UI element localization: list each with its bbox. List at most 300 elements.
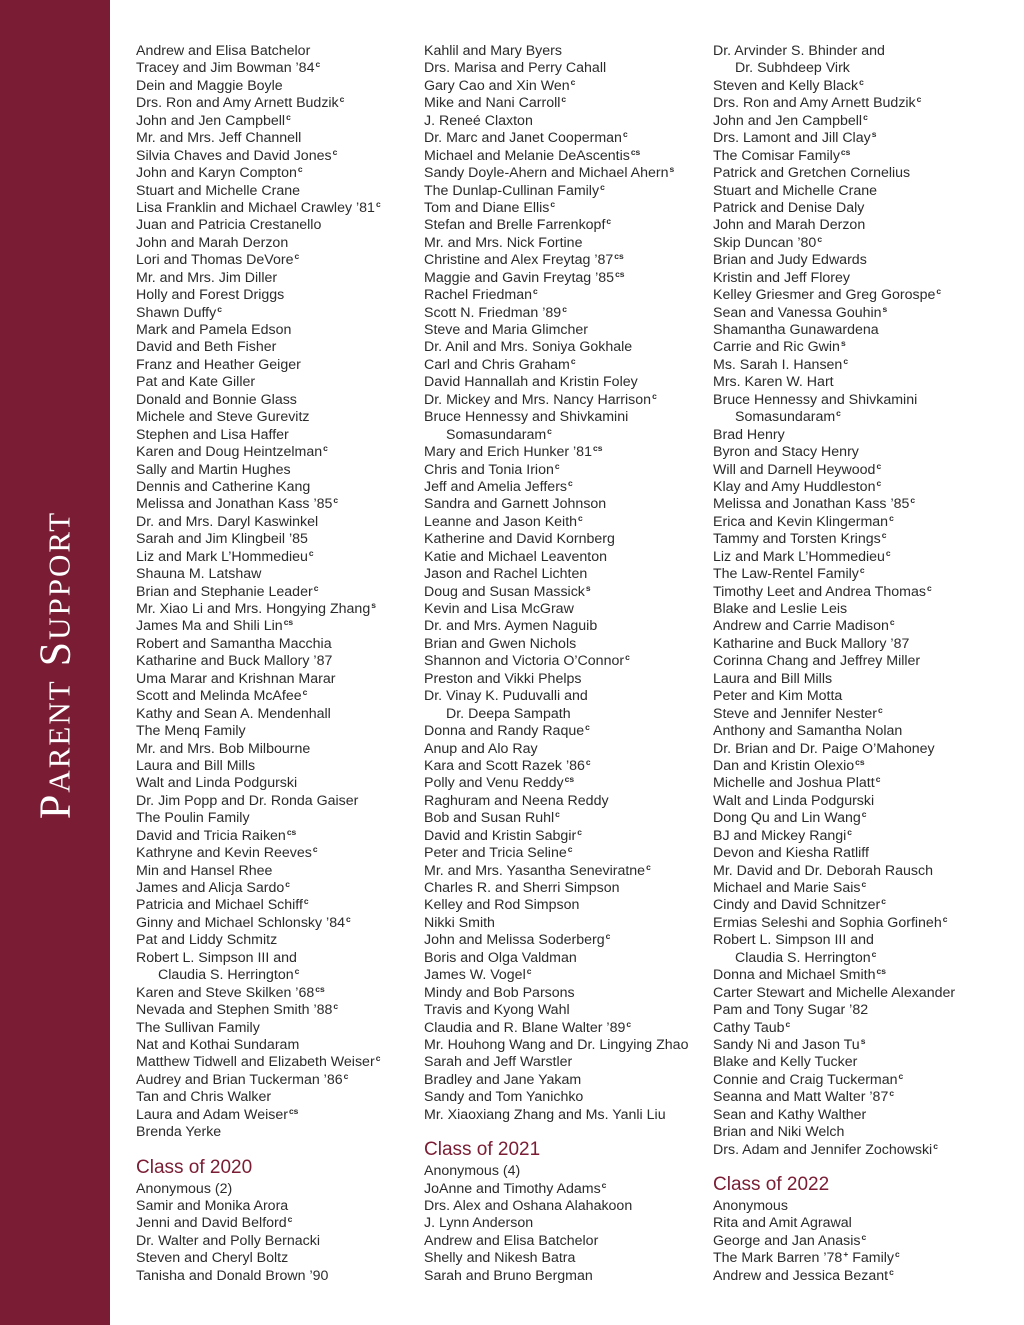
donor-name: Walt and Linda Podgurski: [713, 792, 875, 809]
donor-name: The Law-Rentel Family: [713, 566, 859, 583]
donor-name: Bruce Hennessy and Shivkamini: [424, 409, 629, 426]
giving-marker: c: [562, 303, 567, 314]
donor-entry: [424, 444, 688, 461]
donor-name: Tracey and Jim Bowman ’84: [136, 60, 315, 77]
donor-name: Dr. Walter and Polly Bernacki: [136, 1232, 320, 1249]
donor-name: Mr. Houhong Wang and Dr. Lingying Zhao: [424, 1036, 689, 1053]
donor-entry: [136, 723, 381, 740]
giving-marker: c: [287, 1214, 293, 1225]
donor-name: Sarah and Jim Klingbeil ’85: [136, 531, 308, 548]
donor-entry: [713, 1198, 955, 1215]
donor-name: Ms. Sarah I. Hansen: [713, 356, 843, 373]
donor-name: Lisa Franklin and Michael Crawley ’81: [136, 199, 375, 216]
donor-name: Brian and Niki Welch: [713, 1124, 845, 1141]
donor-entry: [424, 897, 688, 914]
donor-entry: [424, 217, 688, 234]
donor-entry: [424, 985, 688, 1002]
donor-entry: [424, 183, 688, 200]
donor-name: Dr. Subhdeep Virk: [735, 60, 850, 77]
donor-name: Kara and Scott Razek ’86: [424, 757, 585, 774]
donor-name: Peter and Tricia Seline: [424, 845, 567, 862]
giving-marker: c: [895, 1249, 900, 1260]
donor-entry: [713, 1072, 955, 1089]
giving-marker: c: [889, 512, 894, 523]
donor-name: Carrie and Ric Gwin: [713, 339, 840, 356]
donor-name: Holly and Forest Driggs: [136, 287, 285, 304]
giving-marker: c: [859, 76, 864, 87]
donor-name: Jenni and David Belford: [136, 1215, 287, 1232]
donor-entry: [136, 1215, 381, 1232]
donor-name: Dein and Maggie Boyle: [136, 77, 283, 94]
donor-name: Michael and Melanie DeAscentis: [424, 147, 630, 164]
giving-marker: c: [876, 477, 882, 488]
donor-entry: [424, 967, 688, 984]
donor-name: Mary and Erich Hunker ’81: [424, 444, 592, 461]
donor-entry: [136, 392, 381, 409]
donor-name: Laura and Bill Mills: [713, 670, 833, 687]
donor-name: Uma Marar and Krishnan Marar: [136, 670, 336, 687]
giving-marker: c: [843, 355, 849, 366]
donor-name: Katharine and Buck Mallory ’87: [136, 653, 333, 670]
donor-name: John and Marah Derzon: [713, 217, 866, 234]
donor-entry: [136, 531, 381, 548]
donor-name: Pat and Liddy Schmitz: [136, 932, 278, 949]
donor-entry: [136, 1233, 381, 1250]
donor-name: Somasundaram: [735, 409, 836, 426]
donor-entry: [136, 409, 381, 426]
donor-name: Carl and Chris Graham: [424, 356, 570, 373]
donor-entry: [713, 1002, 955, 1019]
donor-entry: [424, 60, 688, 77]
giving-marker: c: [898, 1070, 904, 1081]
giving-marker: c: [863, 111, 868, 122]
donor-name: Mike and Nani Carroll: [424, 95, 561, 112]
donor-name: Anthony and Samantha Nolan: [713, 723, 903, 740]
donor-entry: [424, 549, 688, 566]
donor-entry: [136, 775, 381, 792]
donor-name: John and Jen Campbell: [136, 112, 286, 129]
donor-name: Katherine and David Kornberg: [424, 531, 615, 548]
donor-name: Drs. Adam and Jennifer Zochowski: [713, 1141, 933, 1158]
donor-name: Mrs. Karen W. Hart: [713, 374, 834, 391]
donor-entry: [136, 1002, 381, 1019]
donor-name: Polly and Venu Reddy: [424, 775, 564, 792]
donor-name: Dr. Anil and Mrs. Soniya Gokhale: [424, 339, 633, 356]
donor-name: Steven and Kelly Black: [713, 77, 859, 94]
donor-entry: [713, 741, 955, 758]
donor-entry: [136, 217, 381, 234]
donor-name-suffix: Family: [848, 1250, 895, 1267]
giving-marker: c: [323, 443, 328, 454]
giving-marker: c: [375, 198, 381, 209]
donor-entry: [713, 758, 955, 775]
donor-name: Brad Henry: [713, 426, 785, 443]
donor-entry: [424, 653, 688, 670]
donor-name: Mr. Xiao Li and Mrs. Hongying Zhang: [136, 601, 371, 617]
donor-name: Sally and Martin Hughes: [136, 461, 291, 478]
donor-name: Karen and Steve Skilken ’68: [136, 984, 315, 1001]
donor-name: Mr. and Mrs. Bob Milbourne: [136, 740, 311, 757]
donor-entry: [713, 845, 955, 862]
donor-entry: [713, 828, 955, 845]
giving-marker: cs: [876, 966, 886, 977]
donor-entry: [136, 1107, 381, 1124]
donor-entry: [136, 200, 381, 217]
donor-name: The Sullivan Family: [136, 1019, 260, 1036]
donor-entry: [424, 165, 688, 182]
donor-name: Bradley and Jane Yakam: [424, 1071, 582, 1088]
donor-name: Charles R. and Sherri Simpson: [424, 880, 620, 896]
giving-marker: c: [871, 948, 877, 959]
giving-marker: c: [889, 617, 895, 628]
donor-entry: [713, 427, 955, 444]
donor-entry: [136, 932, 381, 949]
donor-entry: [136, 43, 381, 60]
donor-entry: [713, 549, 955, 566]
donor-name: JoAnne and Timothy Adams: [424, 1180, 601, 1197]
donor-name: J. Reneé Claxton: [424, 112, 533, 129]
donor-entry: [136, 897, 381, 914]
donor-name: Drs. Alex and Oshana Alahakoon: [424, 1198, 633, 1214]
donor-entry: [424, 863, 688, 880]
giving-marker: c: [568, 477, 573, 488]
giving-marker: c: [332, 146, 338, 157]
donor-entry: [424, 479, 688, 496]
donor-name: Mr. and Mrs. Jeff Channell: [136, 130, 302, 147]
giving-marker: c: [933, 1140, 938, 1151]
donor-entry: [713, 113, 955, 130]
donor-entry: [424, 235, 688, 252]
donor-entry: [136, 165, 381, 182]
page-title: Parent Support: [30, 510, 80, 820]
giving-marker: c: [375, 1053, 381, 1064]
giving-marker: c: [605, 931, 611, 942]
donor-name: Klay and Amy Huddleston: [713, 478, 876, 495]
donor-entry: [713, 287, 955, 304]
donor-entry: [136, 1020, 381, 1037]
giving-marker: c: [217, 303, 222, 314]
donor-name: Dennis and Catherine Kang: [136, 478, 311, 495]
donor-name: Blake and Kelly Tucker: [713, 1054, 858, 1071]
donor-entry: [713, 514, 955, 531]
donor-name: David and Beth Fisher: [136, 339, 277, 356]
donor-name: Anonymous: [713, 1198, 788, 1214]
donor-entry: [713, 200, 955, 217]
donor-entry: [713, 130, 955, 147]
donor-name: Dr. Jim Popp and Dr. Ronda Gaiser: [136, 792, 359, 809]
donor-entry: [424, 636, 688, 653]
donor-entry: [713, 897, 955, 914]
donor-entry: [424, 828, 688, 845]
donor-entry: [424, 130, 688, 147]
donor-name: Christine and Alex Freytag ’87: [424, 252, 614, 269]
donor-name: Mr. and Mrs. Yasantha Seneviratne: [424, 862, 646, 879]
donor-entry: [424, 688, 688, 705]
donor-entry: [136, 514, 381, 531]
donor-entry: [713, 496, 955, 513]
donor-name: Sarah and Bruno Bergman: [424, 1267, 593, 1284]
donor-name: Rachel Friedman: [424, 287, 533, 304]
donor-entry: [713, 1089, 955, 1106]
giving-marker: c: [303, 896, 309, 907]
donor-name: Dr. and Mrs. Aymen Naguib: [424, 618, 598, 635]
donor-name: Laura and Bill Mills: [136, 757, 256, 774]
donor-name: Scott and Melinda McAfee: [136, 688, 302, 705]
donor-entry: [136, 1124, 381, 1141]
donor-entry: [713, 444, 955, 461]
donor-entry: [424, 1054, 688, 1071]
donor-name: Robert and Samantha Macchia: [136, 635, 332, 652]
donor-name: Boris and Olga Valdman: [424, 949, 577, 966]
donor-entry: [424, 1037, 688, 1054]
donor-entry: [713, 1250, 955, 1267]
giving-marker: c: [625, 652, 630, 663]
donor-entry: [136, 758, 381, 775]
donor-entry: [136, 427, 381, 444]
donor-entry: [136, 444, 381, 461]
giving-marker: c: [652, 390, 657, 401]
donor-name: Jason and Rachel Lichten: [424, 566, 588, 583]
donor-name: John and Marah Derzon: [136, 234, 289, 251]
donor-name: Andrew and Elisa Batchelor: [136, 43, 311, 59]
donor-name: John and Karyn Compton: [136, 165, 297, 182]
donor-entry: [136, 270, 381, 287]
donor-name: Juan and Patricia Crestanello: [136, 217, 322, 234]
donor-entry: [713, 252, 955, 269]
donor-entry: [424, 566, 688, 583]
donor-entry: [136, 148, 381, 165]
donor-entry: [424, 339, 688, 356]
donor-name: Dr. Mickey and Mrs. Nancy Harrison: [424, 391, 652, 408]
donor-entry: [136, 95, 381, 112]
giving-marker: c: [606, 216, 612, 227]
donor-entry: [136, 915, 381, 932]
donor-entry: [136, 462, 381, 479]
donor-name: Mr. Xiaoxiang Zhang and Ms. Yanli Liu: [424, 1106, 666, 1123]
donor-name: Liz and Mark L’Hommedieu: [136, 548, 308, 565]
donor-name: Melissa and Jonathan Kass ’85: [136, 496, 333, 513]
donor-entry: [424, 723, 688, 740]
donor-name: Kahlil and Mary Byers: [424, 43, 562, 59]
donor-entry: [136, 584, 381, 601]
donor-entry: [713, 618, 955, 635]
donor-name: Stuart and Michelle Crane: [713, 182, 878, 199]
donor-entry: [713, 1124, 955, 1141]
donor-entry: [713, 165, 955, 182]
donor-name: Stefan and Brelle Farrenkopf: [424, 217, 606, 234]
donor-entry: [136, 60, 381, 77]
donor-name: Raghuram and Neena Reddy: [424, 792, 609, 809]
donor-entry: [713, 706, 955, 723]
donor-name: The Menq Family: [136, 723, 246, 740]
donor-name: Walt and Linda Podgurski: [136, 775, 298, 792]
donor-name: Anonymous (4): [424, 1163, 521, 1180]
giving-marker: cs: [564, 774, 575, 785]
donor-name: Min and Hansel Rhee: [136, 862, 273, 879]
donor-column-2: [424, 43, 688, 1285]
donor-name: Matthew Tidwell and Elizabeth Weiser: [136, 1054, 375, 1071]
class-heading: Class of 2022: [713, 1174, 830, 1195]
donor-name: Gary Cao and Xin Wen: [424, 77, 570, 94]
donor-name: Stuart and Michelle Crane: [136, 182, 301, 199]
giving-marker: c: [302, 687, 308, 698]
donor-entry: [136, 706, 381, 723]
donor-name: Patrick and Denise Daly: [713, 199, 865, 216]
giving-marker: c: [294, 966, 300, 977]
donor-entry: [713, 60, 955, 77]
giving-marker: c: [861, 809, 867, 820]
donor-name: Andrew and Jessica Bezant: [713, 1267, 889, 1284]
giving-marker: c: [567, 844, 573, 855]
donor-name: Katharine and Buck Mallory ’87: [713, 635, 910, 652]
donor-name: Donna and Michael Smith: [713, 967, 876, 984]
giving-marker: c: [926, 582, 932, 593]
donor-entry: [713, 723, 955, 740]
donor-entry: [424, 706, 688, 723]
donor-entry: [136, 671, 381, 688]
donor-name: Mr. and Mrs. Nick Fortine: [424, 234, 583, 251]
giving-marker: c: [297, 164, 303, 175]
donor-entry: [713, 217, 955, 234]
donor-entry: [713, 1037, 955, 1054]
donor-entry: [136, 1054, 381, 1071]
donor-entry: [424, 1089, 688, 1106]
donor-entry: [713, 1107, 955, 1124]
donor-name: David and Tricia Raiken: [136, 827, 286, 844]
donor-entry: [136, 322, 381, 339]
donor-name: James and Alicja Sardo: [136, 880, 285, 896]
donor-name: Shawn Duffy: [136, 304, 217, 321]
donor-name: Pat and Kate Giller: [136, 374, 256, 391]
donor-name: Preston and Vikki Phelps: [424, 670, 582, 687]
donor-entry: [424, 741, 688, 758]
donor-entry: [136, 1089, 381, 1106]
donor-entry: [136, 863, 381, 880]
donor-entry: [713, 479, 955, 496]
donor-name: Sean and Kathy Walther: [713, 1106, 867, 1123]
donor-name: Stephen and Lisa Haffer: [136, 426, 289, 443]
donor-name: Kelley and Rod Simpson: [424, 897, 580, 914]
donor-name: Sean and Vanessa Gouhin: [713, 304, 882, 321]
donor-entry: [713, 653, 955, 670]
donor-entry: [713, 688, 955, 705]
donor-entry: [136, 741, 381, 758]
donor-name: John and Jen Campbell: [713, 112, 863, 129]
donor-entry: [713, 775, 955, 792]
giving-marker: c: [601, 1179, 607, 1190]
donor-entry: [136, 810, 381, 827]
donor-name: Brian and Judy Edwards: [713, 252, 867, 269]
giving-marker: cs: [288, 1105, 299, 1116]
giving-marker: c: [312, 844, 318, 855]
donor-entry: [424, 584, 688, 601]
donor-name: Cindy and David Schnitzer: [713, 897, 881, 914]
donor-entry: [713, 339, 955, 356]
donor-entry: [136, 130, 381, 147]
giving-marker: c: [343, 1070, 349, 1081]
giving-marker: cs: [286, 826, 297, 837]
donor-name: The Dunlap-Cullinan Family: [424, 182, 600, 199]
donor-entry: [713, 78, 955, 95]
donor-entry: [136, 339, 381, 356]
donor-entry: [136, 636, 381, 653]
donor-name: Anonymous (2): [136, 1180, 233, 1197]
donor-name: Steve and Jennifer Nester: [713, 705, 878, 722]
donor-name: Timothy Leet and Andrea Thomas: [713, 583, 926, 600]
donor-name: Robert L. Simpson III and: [136, 949, 297, 966]
donor-name: Kristin and Jeff Florey: [713, 269, 850, 286]
donor-entry: [424, 322, 688, 339]
giving-marker: s: [882, 303, 888, 314]
giving-marker: cs: [855, 756, 865, 767]
donor-entry: [424, 1181, 688, 1198]
donor-entry: [424, 270, 688, 287]
donor-entry: [136, 1072, 381, 1089]
giving-marker: c: [885, 547, 891, 558]
donor-entry: [424, 1233, 688, 1250]
donor-name: The Mark Barren ’78: [713, 1250, 843, 1267]
donor-entry: [713, 985, 955, 1002]
giving-marker: c: [861, 879, 867, 889]
donor-name: Brian and Gwen Nichols: [424, 635, 577, 652]
giving-marker: c: [550, 198, 556, 209]
donor-entry: [424, 1163, 688, 1180]
donor-name: Ginny and Michael Schlonsky ’84: [136, 914, 345, 931]
donor-entry: [424, 514, 688, 531]
donor-entry: [424, 618, 688, 635]
donor-entry: [713, 636, 955, 653]
donor-name: Devon and Kiesha Ratliff: [713, 845, 869, 862]
donor-name: Mr. David and Dr. Deborah Rausch: [713, 862, 934, 879]
giving-marker: cs: [630, 146, 641, 157]
donor-name: Seanna and Matt Walter ’87: [713, 1089, 889, 1106]
donor-entry: [136, 374, 381, 391]
donor-name: Brenda Yerke: [136, 1124, 222, 1141]
donor-name: Tan and Chris Walker: [136, 1089, 272, 1106]
donor-entry: [424, 462, 688, 479]
donor-entry: [713, 880, 955, 897]
donor-entry: [424, 496, 688, 513]
donor-entry: [424, 427, 688, 444]
donor-entry: [424, 374, 688, 391]
donor-name: Somasundaram: [446, 426, 547, 443]
donor-name: Pam and Tony Sugar ’82: [713, 1002, 869, 1019]
giving-marker: c: [861, 1231, 867, 1242]
donor-name: Scott N. Friedman ’89: [424, 304, 562, 321]
donor-entry: [713, 1142, 955, 1159]
donor-name: Melissa and Jonathan Kass ’85: [713, 496, 910, 513]
donor-column-3: [713, 43, 955, 1285]
donor-entry: [136, 1250, 381, 1267]
donor-entry: [136, 1181, 381, 1198]
donor-entry: [136, 985, 381, 1002]
donor-name: Kathy and Sean A. Mendenhall: [136, 705, 331, 722]
donor-name: Katie and Michael Leaventon: [424, 548, 607, 565]
donor-entry: [136, 566, 381, 583]
giving-marker: s: [840, 338, 846, 349]
donor-name: Kathryne and Kevin Reeves: [136, 845, 312, 862]
donor-name: Chris and Tonia Irion: [424, 461, 554, 478]
donor-name: Michele and Steve Gurevitz: [136, 409, 310, 426]
donor-name: Michael and Marie Sais: [713, 880, 861, 896]
giving-marker: c: [554, 460, 560, 471]
donor-entry: [713, 950, 955, 967]
donor-entry: [136, 793, 381, 810]
giving-marker: c: [785, 1018, 791, 1029]
donor-name: Claudia and R. Blane Walter ’89: [424, 1019, 626, 1036]
donor-entry: [424, 793, 688, 810]
donor-name: BJ and Mickey Rangi: [713, 827, 847, 844]
